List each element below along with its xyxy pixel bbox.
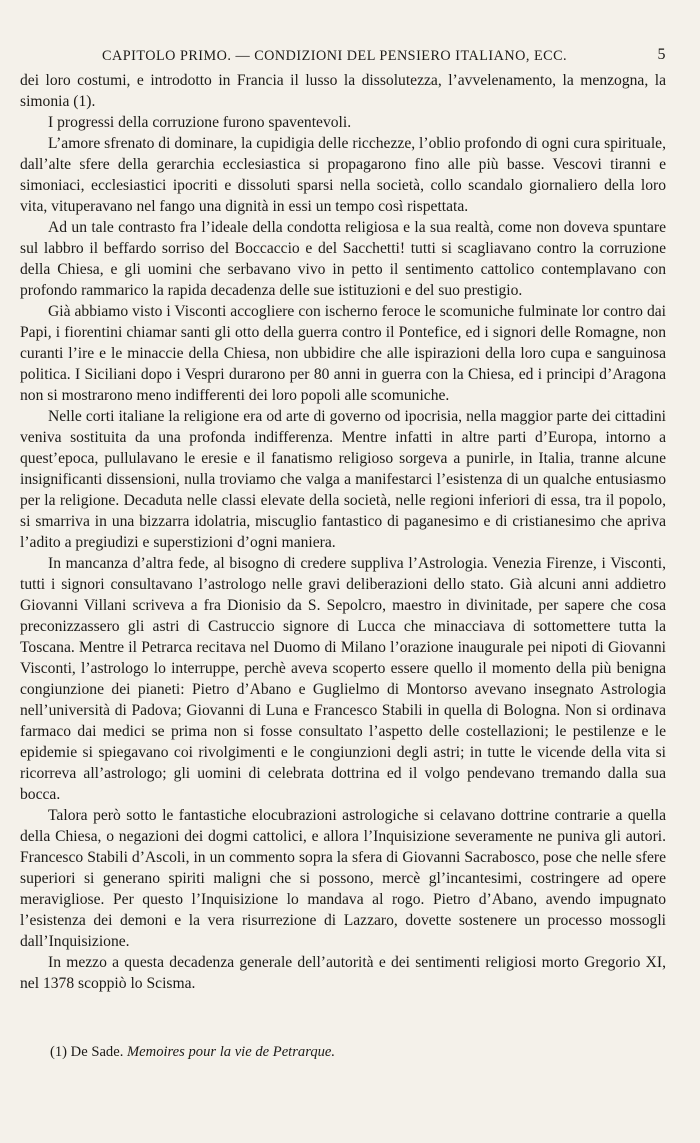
paragraph: In mancanza d’altra fede, al bisogno di credere suppliva l’Astrologia. Venezia Firenze, i Visconti, tutti i signori consultavano l’astrologo nelle gravi deliberazioni dello stato. Già alcuni anni addietro Giovanni Villani scriveva a fra Dionisio da S. Sepolcro, maestro in divinitade, per sapere che cosa preconizzassero gli astri di Castruccio signore di Lucca che minacciava di sottomettere tutta la Toscana. Mentre il Petrarca recitava nel Duomo di Milano l’orazione inaugurale pei nipoti di Giovanni Visconti, l’astrologo lo interruppe, perchè aveva scoperto essere quello il momento della più benigna congiunzione dei pianeti: Pietro d’Abano e Guglielmo di Montorso avevano insegnato Astrologia nell’università di Padova; Giovanni di Luna e Francesco Stabili in quella di Bologna. Non si ordinava farmaco dai medici se prima non si fosse consultato l’aspetto delle costellazioni; le pestilenze e le epidemie si spiegavano coi rivolgimenti e le congiunzioni degli astri; in tutte le vicende della vita si ricorreva all’astrologo; gli uomini di celebrata dottrina ed il volgo pendevano tremando dalla sua bocca. bbox=[20, 555, 666, 803]
footnote-title: Memoires pour la vie de Petrarque. bbox=[127, 1044, 336, 1060]
footnote bbox=[50, 1044, 335, 1061]
paragraph: In mezzo a questa decadenza generale dell’autorità e dei sentimenti religiosi morto Gregorio XI, nel 1378 scoppiò lo Scisma. bbox=[20, 954, 666, 992]
paragraph: Ad un tale contrasto fra l’ideale della condotta religiosa e la sua realtà, come non doveva spuntare sul labbro il beffardo sorriso del Boccaccio e del Sacchetti! tutti si scagliavano contro la corruzione della Chiesa, e gli uomini che serbavano vivo in petto il sentimento cattolico contemplavano con profondo rammarico la rapida decadenza delle sue istituzioni e del suo prestigio. bbox=[20, 219, 666, 299]
paragraph: L’amore sfrenato di dominare, la cupidigia delle ricchezze, l’oblio profondo di ogni cura spirituale, dall’alte sfere della gerarchia ecclesiastica si propagarono fino alle più basse. Vescovi tiranni e simoniaci, ecclesiastici ipocriti e dissoluti sparsi nella società, collo scandalo giornaliero della loro vita, vituperavano nel fango una dignità in essi un tempo così rispettata. bbox=[20, 135, 666, 215]
paragraph: I progressi della corruzione furono spaventevoli. bbox=[48, 114, 352, 131]
paragraph: Già abbiamo visto i Visconti accogliere con ischerno feroce le scomuniche fulminate lor contro dai Papi, i fiorentini chiamar santi gli otto della guerra contro il Pontefice, ed i signori delle Romagne, non curanti l’ire e le minaccie della Chiesa, non ubbidire che alle ispirazioni della loro cupa e sanguinosa politica. I Siciliani dopo i Vespri durarono per 80 anni in guerra con la Chiesa, ed i principi d’Aragona non si mostrarono meno indifferenti dei loro popoli alle scomuniche. bbox=[20, 303, 666, 404]
running-title: CAPITOLO PRIMO. — CONDIZIONI DEL PENSIERO ITALIANO, ECC. bbox=[102, 48, 568, 64]
paragraph: Talora però sotto le fantastiche elocubrazioni astrologiche si celavano dottrine contrarie a quella della Chiesa, o negazioni dei dogmi cattolici, e allora l’Inquisizione severamente ne puniva gli autori. Francesco Stabili d’Ascoli, in un commento sopra la sfera di Giovanni Sacrabosco, pose che nelle sfere superiori si generano spiriti maligni che si possono, mercè gl’incantesimi, costringere ad opere meravigliose. Per questo l’Inquisizione lo mandava al rogo. Pietro d’Abano, avendo impugnato l’esistenza dei demoni e la vera risurrezione di Lazzaro, dovette sostenere un processo mossogli dall’Inquisizione. bbox=[20, 807, 666, 950]
body-text bbox=[20, 70, 666, 994]
page-number: 5 bbox=[657, 46, 666, 63]
footnote-marker: (1) De Sade. bbox=[50, 1044, 124, 1060]
paragraph: Nelle corti italiane la religione era od arte di governo od ipocrisia, nella maggior parte dei cittadini veniva sostituita da una profonda indifferenza. Mentre infatti in altre parti d’Europa, intorno a quest’epoca, pullulavano le eresie e il fanatismo religioso sorgeva a punirle, in Italia, tranne alcune insignificanti dissensioni, nulla troviamo che valga a manifestarci l’esistenza di un qualche entusiasmo per la religione. Decaduta nelle classi elevate della società, nelle regioni inferiori di essa, tra il popolo, si smarriva in una bizzarra idolatria, miscuglio fantastico di paganesimo e di cristianesimo che apriva l’adito a pregiudizi e superstizioni d’ogni maniera. bbox=[20, 408, 666, 551]
paragraph: dei loro costumi, e introdotto in Francia il lusso la dissolutezza, l’avvelenamento, la menzogna, la simonia (1). bbox=[20, 72, 666, 110]
running-header bbox=[20, 46, 666, 66]
